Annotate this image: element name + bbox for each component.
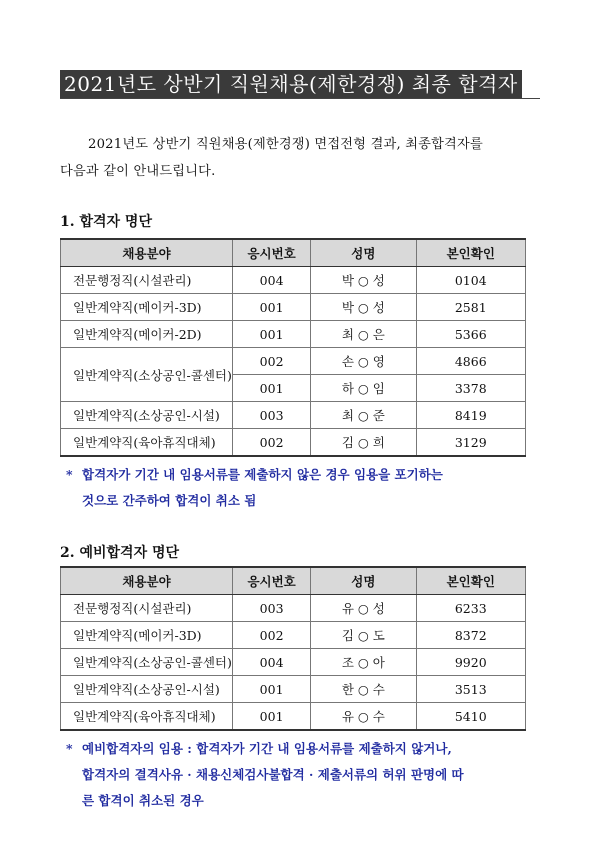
section-title-finalists: 1. 합격자 명단 [60, 214, 152, 230]
cell-field: 일반계약직(메이커-3D) [61, 622, 233, 649]
title-underline [60, 98, 540, 99]
header-verify: 본인확인 [416, 239, 526, 267]
finalists-note [66, 462, 540, 514]
cell-verify: 9920 [416, 649, 526, 676]
table-header-row [61, 567, 526, 595]
cell-field: 일반계약직(소상공인-콜센터) [61, 348, 233, 402]
cell-field: 일반계약직(육아휴직대체) [61, 429, 233, 457]
table-row [61, 267, 526, 294]
cell-field: 전문행정직(시설관리) [61, 595, 233, 622]
cell-field: 일반계약직(소상공인-콜센터) [61, 649, 233, 676]
cell-number: 001 [233, 375, 311, 402]
cell-field: 일반계약직(소상공인-시설) [61, 676, 233, 703]
cell-number: 003 [233, 595, 311, 622]
cell-name: 손 ○ 영 [311, 348, 416, 375]
cell-name: 박 ○ 성 [311, 267, 416, 294]
header-field: 채용분야 [61, 567, 233, 595]
section-title-reserve: 2. 예비합격자 명단 [60, 545, 180, 561]
cell-field: 일반계약직(메이커-3D) [61, 294, 233, 321]
cell-name: 하 ○ 임 [311, 375, 416, 402]
finalists-table [60, 238, 526, 457]
header-number: 응시번호 [233, 239, 311, 267]
reserve-table [60, 566, 526, 731]
cell-name: 박 ○ 성 [311, 294, 416, 321]
title-block [60, 70, 540, 98]
table-row [61, 595, 526, 622]
table-row [61, 676, 526, 703]
asterisk-marker: * [66, 741, 73, 756]
header-field: 채용분야 [61, 239, 233, 267]
table-row [61, 402, 526, 429]
note-line-2: 것으로 간주하여 합격이 취소 됨 [82, 493, 257, 508]
cell-field: 전문행정직(시설관리) [61, 267, 233, 294]
cell-name: 한 ○ 수 [311, 676, 416, 703]
table-row [61, 294, 526, 321]
cell-number: 001 [233, 703, 311, 731]
header-number: 응시번호 [233, 567, 311, 595]
table-row [61, 348, 526, 375]
cell-field: 일반계약직(소상공인-시설) [61, 402, 233, 429]
cell-name: 조 ○ 아 [311, 649, 416, 676]
cell-number: 002 [233, 429, 311, 457]
cell-verify: 3378 [416, 375, 526, 402]
cell-verify: 3513 [416, 676, 526, 703]
cell-name: 유 ○ 성 [311, 595, 416, 622]
note-line-1 [66, 736, 540, 762]
header-name: 성명 [311, 239, 416, 267]
cell-verify: 3129 [416, 429, 526, 457]
cell-number: 004 [233, 267, 311, 294]
cell-verify: 5410 [416, 703, 526, 731]
cell-name: 최 ○ 준 [311, 402, 416, 429]
note-text-1: 예비합격자의 임용 : 합격자가 기간 내 임용서류를 제출하지 않거나, [82, 741, 452, 756]
cell-number: 004 [233, 649, 311, 676]
table-row [61, 703, 526, 731]
cell-number: 002 [233, 622, 311, 649]
intro-paragraph [60, 131, 540, 185]
cell-name: 최 ○ 은 [311, 321, 416, 348]
cell-number: 001 [233, 321, 311, 348]
cell-field: 일반계약직(메이커-2D) [61, 321, 233, 348]
cell-verify: 4866 [416, 348, 526, 375]
header-verify: 본인확인 [416, 567, 526, 595]
intro-line-2: 다음과 같이 안내드립니다. [60, 164, 216, 179]
cell-verify: 5366 [416, 321, 526, 348]
table-header-row [61, 239, 526, 267]
note-line-2: 합격자의 결격사유 · 채용신체검사불합격 · 제출서류의 허위 판명에 따 [82, 767, 464, 782]
cell-number: 001 [233, 294, 311, 321]
header-name: 성명 [311, 567, 416, 595]
cell-number: 002 [233, 348, 311, 375]
cell-name: 유 ○ 수 [311, 703, 416, 731]
cell-number: 001 [233, 676, 311, 703]
cell-field: 일반계약직(육아휴직대체) [61, 703, 233, 731]
intro-line-1: 2021년도 상반기 직원채용(제한경쟁) 면접전형 결과, 최종합격자를 [88, 137, 483, 152]
cell-number: 003 [233, 402, 311, 429]
note-text-1: 합격자가 기간 내 임용서류를 제출하지 않은 경우 임용을 포기하는 [82, 467, 443, 482]
page-title: 2021년도 상반기 직원채용(제한경쟁) 최종 합격자 [60, 70, 522, 98]
cell-verify: 2581 [416, 294, 526, 321]
asterisk-marker: * [66, 467, 73, 482]
note-line-1 [66, 462, 540, 488]
note-line-3: 른 합격이 취소된 경우 [82, 793, 204, 808]
table-row [61, 649, 526, 676]
reserve-note [66, 736, 540, 814]
cell-name: 김 ○ 도 [311, 622, 416, 649]
cell-verify: 0104 [416, 267, 526, 294]
cell-verify: 6233 [416, 595, 526, 622]
cell-verify: 8372 [416, 622, 526, 649]
cell-verify: 8419 [416, 402, 526, 429]
table-row [61, 321, 526, 348]
cell-name: 김 ○ 희 [311, 429, 416, 457]
table-row [61, 622, 526, 649]
table-row [61, 429, 526, 457]
